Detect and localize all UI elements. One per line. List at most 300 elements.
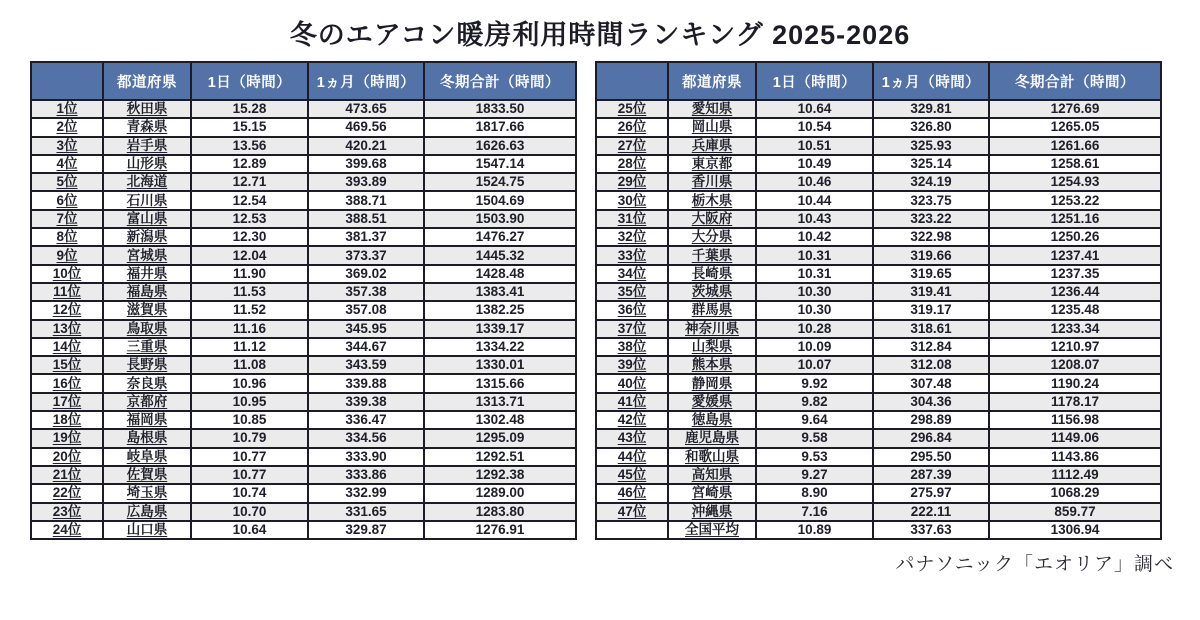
header-row	[31, 62, 576, 100]
table-row	[596, 301, 1161, 319]
table-row	[596, 320, 1161, 338]
column-header: 冬期合計（時間）	[989, 62, 1161, 100]
winter-total-cell: 1251.16	[989, 210, 1161, 228]
winter-total-cell: 1547.14	[424, 155, 576, 173]
per-month-cell: 369.02	[308, 265, 424, 283]
table-row	[31, 393, 576, 411]
per-day-cell: 10.70	[191, 503, 308, 521]
prefecture-cell: 新潟県	[103, 228, 191, 246]
winter-total-cell: 1283.80	[424, 503, 576, 521]
column-header: 1日（時間）	[191, 62, 308, 100]
prefecture-cell: 神奈川県	[668, 320, 756, 338]
per-day-cell: 10.09	[756, 338, 873, 356]
prefecture-cell: 鳥取県	[103, 320, 191, 338]
winter-total-cell: 1306.94	[989, 521, 1161, 539]
prefecture-cell: 福岡県	[103, 411, 191, 429]
winter-total-cell: 1237.35	[989, 265, 1161, 283]
table-row	[596, 411, 1161, 429]
per-month-cell: 312.08	[873, 356, 989, 374]
per-month-cell: 329.87	[308, 521, 424, 539]
table-row	[596, 265, 1161, 283]
winter-total-cell: 1233.34	[989, 320, 1161, 338]
per-month-cell: 420.21	[308, 137, 424, 155]
rank-cell: 19位	[31, 429, 103, 447]
rank-cell: 9位	[31, 246, 103, 264]
table-row	[31, 429, 576, 447]
winter-total-cell: 1143.86	[989, 448, 1161, 466]
per-day-cell: 10.77	[191, 466, 308, 484]
per-month-cell: 357.38	[308, 283, 424, 301]
per-month-cell: 295.50	[873, 448, 989, 466]
winter-total-cell: 1261.66	[989, 137, 1161, 155]
per-day-cell: 11.52	[191, 301, 308, 319]
ranking-table-left	[30, 61, 577, 540]
rank-cell: 14位	[31, 338, 103, 356]
winter-total-cell: 1503.90	[424, 210, 576, 228]
per-month-cell: 331.65	[308, 503, 424, 521]
prefecture-cell: 滋賀県	[103, 301, 191, 319]
rank-cell: 23位	[31, 503, 103, 521]
per-month-cell: 337.63	[873, 521, 989, 539]
per-month-cell: 275.97	[873, 484, 989, 502]
table-row	[596, 210, 1161, 228]
table-row	[596, 155, 1161, 173]
per-day-cell: 12.54	[191, 191, 308, 209]
per-month-cell: 323.22	[873, 210, 989, 228]
prefecture-cell: 徳島県	[668, 411, 756, 429]
winter-total-cell: 1315.66	[424, 374, 576, 392]
winter-total-cell: 1276.69	[989, 100, 1161, 118]
winter-total-cell: 1302.48	[424, 411, 576, 429]
per-day-cell: 12.71	[191, 173, 308, 191]
rank-cell: 3位	[31, 137, 103, 155]
table-row	[596, 448, 1161, 466]
rank-cell: 8位	[31, 228, 103, 246]
prefecture-cell: 宮城県	[103, 246, 191, 264]
winter-total-cell: 1428.48	[424, 265, 576, 283]
winter-total-cell: 1445.32	[424, 246, 576, 264]
winter-total-cell: 1292.38	[424, 466, 576, 484]
rank-cell: 34位	[596, 265, 668, 283]
prefecture-cell: 富山県	[103, 210, 191, 228]
per-day-cell: 10.96	[191, 374, 308, 392]
per-month-cell: 357.08	[308, 301, 424, 319]
per-month-cell: 312.84	[873, 338, 989, 356]
table-row	[31, 503, 576, 521]
per-month-cell: 399.68	[308, 155, 424, 173]
rank-cell: 15位	[31, 356, 103, 374]
per-month-cell: 336.47	[308, 411, 424, 429]
table-row	[31, 118, 576, 136]
per-day-cell: 15.15	[191, 118, 308, 136]
prefecture-cell: 愛媛県	[668, 393, 756, 411]
table-row	[31, 100, 576, 118]
prefecture-cell: 東京都	[668, 155, 756, 173]
per-month-cell: 319.17	[873, 301, 989, 319]
per-day-cell: 9.53	[756, 448, 873, 466]
rank-cell: 2位	[31, 118, 103, 136]
rank-cell: 30位	[596, 191, 668, 209]
column-header: 都道府県	[103, 62, 191, 100]
winter-total-cell: 1236.44	[989, 283, 1161, 301]
winter-total-cell: 1190.24	[989, 374, 1161, 392]
per-day-cell: 9.27	[756, 466, 873, 484]
winter-total-cell: 1339.17	[424, 320, 576, 338]
per-day-cell: 10.31	[756, 246, 873, 264]
per-day-cell: 10.64	[756, 100, 873, 118]
winter-total-cell: 1833.50	[424, 100, 576, 118]
column-header: 冬期合計（時間）	[424, 62, 576, 100]
table-body-left	[31, 100, 576, 539]
per-month-cell: 324.19	[873, 173, 989, 191]
per-day-cell: 10.77	[191, 448, 308, 466]
winter-total-cell: 1156.98	[989, 411, 1161, 429]
per-month-cell: 296.84	[873, 429, 989, 447]
table-row	[596, 137, 1161, 155]
rank-cell: 11位	[31, 283, 103, 301]
per-day-cell: 11.16	[191, 320, 308, 338]
prefecture-cell: 広島県	[103, 503, 191, 521]
per-day-cell: 11.12	[191, 338, 308, 356]
prefecture-cell: 全国平均	[668, 521, 756, 539]
table-row	[31, 228, 576, 246]
per-day-cell: 10.30	[756, 283, 873, 301]
column-header: 1ヵ月（時間）	[873, 62, 989, 100]
per-month-cell: 325.93	[873, 137, 989, 155]
prefecture-cell: 青森県	[103, 118, 191, 136]
prefecture-cell: 長崎県	[668, 265, 756, 283]
prefecture-cell: 北海道	[103, 173, 191, 191]
table-row	[31, 484, 576, 502]
table-row	[596, 338, 1161, 356]
rank-cell: 16位	[31, 374, 103, 392]
rank-cell: 45位	[596, 466, 668, 484]
winter-total-cell: 1068.29	[989, 484, 1161, 502]
prefecture-cell: 岡山県	[668, 118, 756, 136]
table-row	[31, 191, 576, 209]
prefecture-cell: 長野県	[103, 356, 191, 374]
table-row	[31, 521, 576, 539]
rank-cell: 37位	[596, 320, 668, 338]
per-day-cell: 10.28	[756, 320, 873, 338]
table-header-right	[596, 62, 1161, 100]
table-row	[596, 100, 1161, 118]
rank-cell: 10位	[31, 265, 103, 283]
per-month-cell: 344.67	[308, 338, 424, 356]
per-month-cell: 329.81	[873, 100, 989, 118]
per-day-cell: 12.53	[191, 210, 308, 228]
column-header: 都道府県	[668, 62, 756, 100]
table-row	[596, 374, 1161, 392]
rank-cell: 28位	[596, 155, 668, 173]
per-day-cell: 9.82	[756, 393, 873, 411]
table-row	[596, 466, 1161, 484]
per-month-cell: 319.66	[873, 246, 989, 264]
winter-total-cell: 1313.71	[424, 393, 576, 411]
table-row	[596, 283, 1161, 301]
per-day-cell: 12.04	[191, 246, 308, 264]
table-row	[596, 356, 1161, 374]
per-month-cell: 333.86	[308, 466, 424, 484]
per-month-cell: 319.41	[873, 283, 989, 301]
per-day-cell: 9.58	[756, 429, 873, 447]
table-row	[596, 228, 1161, 246]
rank-cell	[596, 521, 668, 539]
per-month-cell: 332.99	[308, 484, 424, 502]
per-month-cell: 343.59	[308, 356, 424, 374]
per-day-cell: 9.92	[756, 374, 873, 392]
per-day-cell: 10.85	[191, 411, 308, 429]
table-row	[31, 301, 576, 319]
per-month-cell: 298.89	[873, 411, 989, 429]
per-month-cell: 307.48	[873, 374, 989, 392]
table-row	[31, 411, 576, 429]
per-month-cell: 304.36	[873, 393, 989, 411]
per-month-cell: 339.38	[308, 393, 424, 411]
table-row	[596, 503, 1161, 521]
per-day-cell: 10.49	[756, 155, 873, 173]
per-month-cell: 325.14	[873, 155, 989, 173]
prefecture-cell: 福島県	[103, 283, 191, 301]
rank-cell: 40位	[596, 374, 668, 392]
prefecture-cell: 佐賀県	[103, 466, 191, 484]
prefecture-cell: 沖縄県	[668, 503, 756, 521]
rank-cell: 41位	[596, 393, 668, 411]
prefecture-cell: 熊本県	[668, 356, 756, 374]
rank-cell: 7位	[31, 210, 103, 228]
winter-total-cell: 859.77	[989, 503, 1161, 521]
rank-cell: 4位	[31, 155, 103, 173]
per-day-cell: 10.54	[756, 118, 873, 136]
per-day-cell: 13.56	[191, 137, 308, 155]
table-row	[596, 246, 1161, 264]
per-day-cell: 11.90	[191, 265, 308, 283]
winter-total-cell: 1334.22	[424, 338, 576, 356]
per-day-cell: 7.16	[756, 503, 873, 521]
rank-cell: 32位	[596, 228, 668, 246]
per-day-cell: 10.30	[756, 301, 873, 319]
rank-cell: 35位	[596, 283, 668, 301]
column-header	[31, 62, 103, 100]
rank-cell: 47位	[596, 503, 668, 521]
per-day-cell: 10.46	[756, 173, 873, 191]
winter-total-cell: 1295.09	[424, 429, 576, 447]
per-month-cell: 318.61	[873, 320, 989, 338]
prefecture-cell: 三重県	[103, 338, 191, 356]
per-day-cell: 11.53	[191, 283, 308, 301]
winter-total-cell: 1289.00	[424, 484, 576, 502]
table-row	[31, 374, 576, 392]
rank-cell: 31位	[596, 210, 668, 228]
table-row	[596, 118, 1161, 136]
winter-total-cell: 1253.22	[989, 191, 1161, 209]
per-day-cell: 10.74	[191, 484, 308, 502]
table-row	[31, 448, 576, 466]
winter-total-cell: 1112.49	[989, 466, 1161, 484]
table-body-right	[596, 100, 1161, 539]
prefecture-cell: 高知県	[668, 466, 756, 484]
prefecture-cell: 埼玉県	[103, 484, 191, 502]
winter-total-cell: 1276.91	[424, 521, 576, 539]
winter-total-cell: 1235.48	[989, 301, 1161, 319]
winter-total-cell: 1817.66	[424, 118, 576, 136]
per-month-cell: 388.51	[308, 210, 424, 228]
winter-total-cell: 1178.17	[989, 393, 1161, 411]
winter-total-cell: 1383.41	[424, 283, 576, 301]
per-month-cell: 393.89	[308, 173, 424, 191]
per-day-cell: 15.28	[191, 100, 308, 118]
winter-total-cell: 1626.63	[424, 137, 576, 155]
rank-cell: 36位	[596, 301, 668, 319]
table-row	[31, 338, 576, 356]
winter-total-cell: 1265.05	[989, 118, 1161, 136]
rank-cell: 6位	[31, 191, 103, 209]
prefecture-cell: 山梨県	[668, 338, 756, 356]
prefecture-cell: 福井県	[103, 265, 191, 283]
prefecture-cell: 栃木県	[668, 191, 756, 209]
prefecture-cell: 鹿児島県	[668, 429, 756, 447]
winter-total-cell: 1208.07	[989, 356, 1161, 374]
per-month-cell: 345.95	[308, 320, 424, 338]
table-header-left	[31, 62, 576, 100]
table-row	[31, 265, 576, 283]
winter-total-cell: 1254.93	[989, 173, 1161, 191]
rank-cell: 12位	[31, 301, 103, 319]
per-day-cell: 10.79	[191, 429, 308, 447]
per-month-cell: 326.80	[873, 118, 989, 136]
winter-total-cell: 1504.69	[424, 191, 576, 209]
prefecture-cell: 大阪府	[668, 210, 756, 228]
table-row	[596, 191, 1161, 209]
winter-total-cell: 1149.06	[989, 429, 1161, 447]
prefecture-cell: 静岡県	[668, 374, 756, 392]
table-row	[31, 173, 576, 191]
column-header	[596, 62, 668, 100]
winter-total-cell: 1250.26	[989, 228, 1161, 246]
per-day-cell: 8.90	[756, 484, 873, 502]
rank-cell: 43位	[596, 429, 668, 447]
prefecture-cell: 石川県	[103, 191, 191, 209]
rank-cell: 27位	[596, 137, 668, 155]
per-day-cell: 10.31	[756, 265, 873, 283]
prefecture-cell: 山口県	[103, 521, 191, 539]
rank-cell: 17位	[31, 393, 103, 411]
table-row	[596, 484, 1161, 502]
per-day-cell: 10.43	[756, 210, 873, 228]
winter-total-cell: 1258.61	[989, 155, 1161, 173]
winter-total-cell: 1237.41	[989, 246, 1161, 264]
prefecture-cell: 岩手県	[103, 137, 191, 155]
table-row	[31, 466, 576, 484]
rank-cell: 33位	[596, 246, 668, 264]
rank-cell: 46位	[596, 484, 668, 502]
prefecture-cell: 山形県	[103, 155, 191, 173]
per-month-cell: 334.56	[308, 429, 424, 447]
table-row	[596, 173, 1161, 191]
per-month-cell: 222.11	[873, 503, 989, 521]
prefecture-cell: 京都府	[103, 393, 191, 411]
prefecture-cell: 兵庫県	[668, 137, 756, 155]
rank-cell: 5位	[31, 173, 103, 191]
per-month-cell: 287.39	[873, 466, 989, 484]
rank-cell: 26位	[596, 118, 668, 136]
winter-total-cell: 1292.51	[424, 448, 576, 466]
table-row	[596, 521, 1161, 539]
prefecture-cell: 秋田県	[103, 100, 191, 118]
prefecture-cell: 宮崎県	[668, 484, 756, 502]
source-note: パナソニック「エオリア」調べ	[895, 553, 1174, 576]
prefecture-cell: 島根県	[103, 429, 191, 447]
per-day-cell: 10.44	[756, 191, 873, 209]
winter-total-cell: 1382.25	[424, 301, 576, 319]
column-header: 1ヵ月（時間）	[308, 62, 424, 100]
table-row	[596, 393, 1161, 411]
per-month-cell: 373.37	[308, 246, 424, 264]
table-row	[31, 155, 576, 173]
prefecture-cell: 群馬県	[668, 301, 756, 319]
table-row	[31, 137, 576, 155]
rank-cell: 44位	[596, 448, 668, 466]
per-day-cell: 10.89	[756, 521, 873, 539]
per-month-cell: 322.98	[873, 228, 989, 246]
prefecture-cell: 千葉県	[668, 246, 756, 264]
per-day-cell: 10.51	[756, 137, 873, 155]
per-day-cell: 10.42	[756, 228, 873, 246]
per-month-cell: 333.90	[308, 448, 424, 466]
prefecture-cell: 奈良県	[103, 374, 191, 392]
rank-cell: 38位	[596, 338, 668, 356]
per-month-cell: 388.71	[308, 191, 424, 209]
per-month-cell: 339.88	[308, 374, 424, 392]
winter-total-cell: 1476.27	[424, 228, 576, 246]
rank-cell: 39位	[596, 356, 668, 374]
rank-cell: 21位	[31, 466, 103, 484]
per-month-cell: 381.37	[308, 228, 424, 246]
rank-cell: 29位	[596, 173, 668, 191]
per-day-cell: 10.64	[191, 521, 308, 539]
rank-cell: 20位	[31, 448, 103, 466]
header-row	[596, 62, 1161, 100]
rank-cell: 25位	[596, 100, 668, 118]
rank-cell: 1位	[31, 100, 103, 118]
per-month-cell: 473.65	[308, 100, 424, 118]
table-row	[31, 356, 576, 374]
winter-total-cell: 1524.75	[424, 173, 576, 191]
table-row	[31, 320, 576, 338]
rank-cell: 42位	[596, 411, 668, 429]
winter-total-cell: 1330.01	[424, 356, 576, 374]
rank-cell: 18位	[31, 411, 103, 429]
page-title: 冬のエアコン暖房利用時間ランキング 2025-2026	[289, 20, 911, 50]
prefecture-cell: 和歌山県	[668, 448, 756, 466]
per-month-cell: 323.75	[873, 191, 989, 209]
per-month-cell: 319.65	[873, 265, 989, 283]
table-row	[31, 210, 576, 228]
prefecture-cell: 大分県	[668, 228, 756, 246]
prefecture-cell: 愛知県	[668, 100, 756, 118]
rank-cell: 22位	[31, 484, 103, 502]
per-day-cell: 10.07	[756, 356, 873, 374]
table-row	[31, 246, 576, 264]
ranking-table-right	[595, 61, 1162, 540]
rank-cell: 13位	[31, 320, 103, 338]
column-header: 1日（時間）	[756, 62, 873, 100]
prefecture-cell: 岐阜県	[103, 448, 191, 466]
per-day-cell: 12.89	[191, 155, 308, 173]
per-day-cell: 10.95	[191, 393, 308, 411]
prefecture-cell: 茨城県	[668, 283, 756, 301]
per-day-cell: 9.64	[756, 411, 873, 429]
